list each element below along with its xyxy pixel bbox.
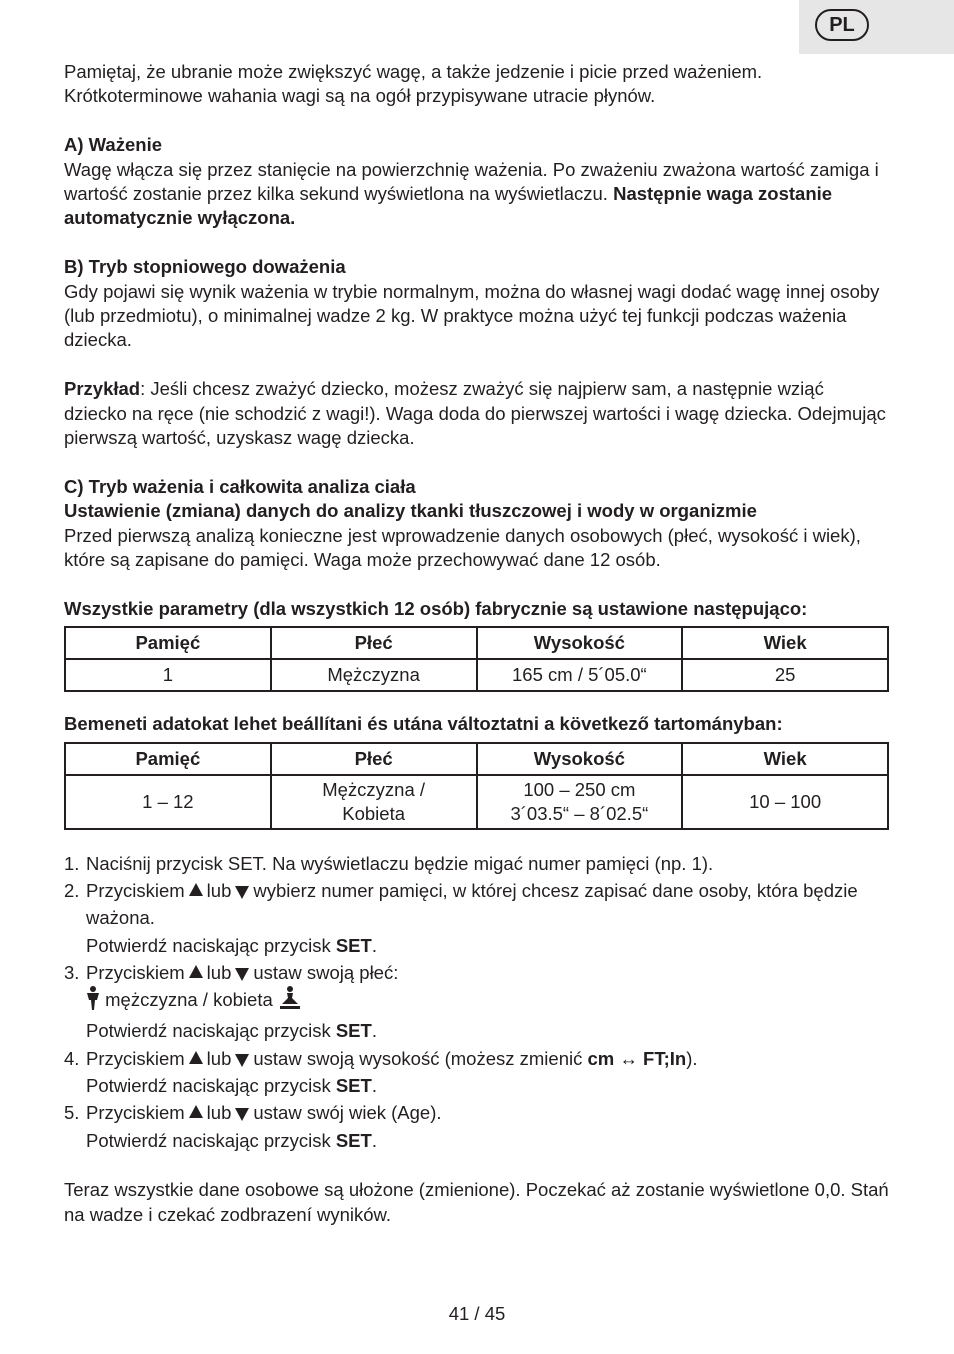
up-arrow-icon bbox=[189, 1105, 203, 1118]
header-height: Wysokość bbox=[477, 627, 683, 659]
cell-height bbox=[477, 775, 683, 829]
range-settings-table bbox=[64, 742, 889, 830]
table1-caption-text: Wszystkie parametry (dla wszystkich 12 osób) fabrycznie są ustawione następująco: bbox=[64, 597, 808, 619]
cell-age: 25 bbox=[682, 659, 888, 691]
step-number: 3. bbox=[64, 961, 80, 983]
section-b-heading: B) Tryb stopniowego doważenia bbox=[64, 256, 346, 278]
step-number: 4. bbox=[64, 1047, 80, 1069]
page-number: 41 / 45 bbox=[448, 1303, 506, 1324]
cell-height-line: 100 – 250 cm bbox=[523, 778, 636, 800]
step-text: wybierz numer pamięci, w której chcesz zapisać dane osoby, która będzie ważona. bbox=[86, 879, 858, 929]
page-content bbox=[64, 60, 890, 1227]
table-header-row bbox=[65, 627, 888, 659]
step-text: ). bbox=[686, 1047, 698, 1069]
step-text: lub bbox=[206, 1102, 232, 1124]
table2-caption-text: Bemeneti adatokat lehet beállítani és utána változtatni a következő tartományban: bbox=[64, 713, 783, 735]
step-number: 5. bbox=[64, 1102, 80, 1124]
up-arrow-icon bbox=[189, 965, 203, 978]
example-text: : Jeśli chcesz zważyć dziecko, możesz zważyć się najpierw sam, a następnie wziąć dziecko na ręce (nie schodzić z wagi!). Waga doda do pierwszej wartości i wagę dziecka. Odejmując pierwszą wartość, uzyskasz wagę dziecka. bbox=[64, 378, 886, 449]
header-age: Wiek bbox=[682, 627, 888, 659]
male-icon bbox=[86, 986, 100, 1017]
header-gender: Płeć bbox=[271, 627, 477, 659]
down-arrow-icon bbox=[235, 1108, 249, 1121]
section-a-heading: A) Ważenie bbox=[64, 134, 162, 156]
section-b-example bbox=[64, 377, 890, 450]
header-memory: Pamięć bbox=[65, 743, 271, 775]
step-3 bbox=[64, 959, 890, 1045]
step-text: ustaw swoją wysokość (możesz zmienić bbox=[253, 1047, 583, 1069]
section-b bbox=[64, 255, 890, 353]
set-key-label: SET bbox=[335, 1075, 372, 1097]
table2-caption bbox=[64, 712, 890, 736]
setup-steps bbox=[64, 850, 890, 1154]
section-c-subheading: Ustawienie (zmiana) danych do analizy tkanki tłuszczowej i wody w organizmie bbox=[64, 500, 757, 522]
header-gender: Płeć bbox=[271, 743, 477, 775]
cell-gender: Mężczyzna bbox=[271, 659, 477, 691]
table-row bbox=[65, 775, 888, 829]
up-arrow-icon bbox=[189, 883, 203, 896]
cell-memory: 1 bbox=[65, 659, 271, 691]
language-tab bbox=[799, 0, 954, 54]
section-c-heading: C) Tryb ważenia i całkowita analiza ciała bbox=[64, 475, 416, 497]
step-text: Przyciskiem bbox=[86, 879, 185, 901]
step-text: Przyciskiem bbox=[86, 1102, 185, 1124]
intro-paragraph bbox=[64, 60, 890, 109]
switch-arrow: ↔ bbox=[619, 1047, 638, 1069]
language-badge: PL bbox=[815, 9, 869, 41]
section-c bbox=[64, 475, 890, 573]
section-c-text: Przed pierwszą analizą konieczne jest wprowadzenie danych osobowych (płeć, wysokość i wiek), które są zapisane do pamięci. Waga może przechowywać dane 12 osób. bbox=[64, 524, 861, 571]
section-a-bold-text: Następnie waga zostanie automatycznie wyłączona. bbox=[64, 183, 833, 229]
confirm-dot: . bbox=[371, 1075, 377, 1097]
cell-age: 10 – 100 bbox=[682, 775, 888, 829]
down-arrow-icon bbox=[235, 886, 249, 899]
unit-ft-in: FT;In bbox=[643, 1047, 687, 1069]
up-arrow-icon bbox=[189, 1051, 203, 1064]
intro-line: Pamiętaj, że ubranie może zwiększyć wagę, a także jedzenie i picie przed ważeniem. bbox=[64, 61, 763, 82]
step-text: lub bbox=[206, 879, 232, 901]
step-number: 1. bbox=[64, 852, 80, 874]
example-label: Przykład bbox=[64, 378, 141, 400]
confirm-text: Potwierdź naciskając przycisk bbox=[86, 934, 331, 956]
section-a bbox=[64, 133, 890, 231]
confirm-dot: . bbox=[371, 1129, 377, 1151]
step-number: 2. bbox=[64, 879, 80, 901]
default-settings-table bbox=[64, 626, 889, 692]
confirm-text: Potwierdź naciskając przycisk bbox=[86, 1075, 331, 1097]
cell-height-line: 3´03.5“ – 8´02.5“ bbox=[510, 802, 649, 824]
confirm-text: Potwierdź naciskając przycisk bbox=[86, 1129, 331, 1151]
table-row bbox=[65, 659, 888, 691]
set-key-label: SET bbox=[335, 1129, 372, 1151]
cell-memory: 1 – 12 bbox=[65, 775, 271, 829]
confirm-dot: . bbox=[371, 934, 377, 956]
step-text: lub bbox=[206, 961, 232, 983]
cell-gender-line: Kobieta bbox=[342, 802, 405, 824]
step-2 bbox=[64, 877, 890, 959]
step-4 bbox=[64, 1045, 890, 1100]
down-arrow-icon bbox=[235, 968, 249, 981]
cell-height: 165 cm / 5´05.0“ bbox=[477, 659, 683, 691]
set-key-label: SET bbox=[335, 934, 372, 956]
section-a-text: Wagę włącza się przez stanięcie na powierzchnię ważenia. Po zważeniu zważona wartość zamiga i wartość zostanie przez kilka sekund wyświetlona na wyświetlaczu. bbox=[64, 158, 879, 205]
header-height: Wysokość bbox=[477, 743, 683, 775]
intro-line: Krótkoterminowe wahania wagi są na ogół przypisywane utracie płynów. bbox=[64, 85, 656, 107]
step-1 bbox=[64, 850, 890, 877]
header-memory: Pamięć bbox=[65, 627, 271, 659]
step-5 bbox=[64, 1099, 890, 1154]
cell-gender bbox=[271, 775, 477, 829]
confirm-text: Potwierdź naciskając przycisk bbox=[86, 1020, 331, 1042]
table-header-row bbox=[65, 743, 888, 775]
gender-text: mężczyzna / kobieta bbox=[105, 989, 273, 1011]
step-text: Naciśnij przycisk SET. Na wyświetlaczu będzie migać numer pamięci (np. 1). bbox=[86, 852, 714, 874]
step-text: ustaw swoją płeć: bbox=[253, 961, 399, 983]
section-b-text: Gdy pojawi się wynik ważenia w trybie normalnym, można do własnej wagi dodać wagę innej osoby (lub przedmiotu), o minimalnej wadze 2 kg. W praktyce można użyć tej funkcji podczas ważenia dziecka. bbox=[64, 280, 880, 351]
closing-paragraph: Teraz wszystkie dane osobowe są ułożone (zmienione). Poczekać aż zostanie wyświetlone 0,0. Stań na wadze i czekać zodbrazení wyników. bbox=[64, 1179, 889, 1225]
step-text: Przyciskiem bbox=[86, 1047, 185, 1069]
female-icon bbox=[278, 986, 302, 1017]
step-text: ustaw swój wiek (Age). bbox=[253, 1102, 442, 1124]
table1-caption bbox=[64, 597, 890, 621]
confirm-dot: . bbox=[371, 1020, 377, 1042]
set-key-label: SET bbox=[335, 1020, 372, 1042]
step-text: lub bbox=[206, 1047, 232, 1069]
down-arrow-icon bbox=[235, 1054, 249, 1067]
unit-cm: cm bbox=[587, 1047, 615, 1069]
step-text: Przyciskiem bbox=[86, 961, 185, 983]
header-age: Wiek bbox=[682, 743, 888, 775]
cell-gender-line: Mężczyzna / bbox=[322, 778, 426, 800]
